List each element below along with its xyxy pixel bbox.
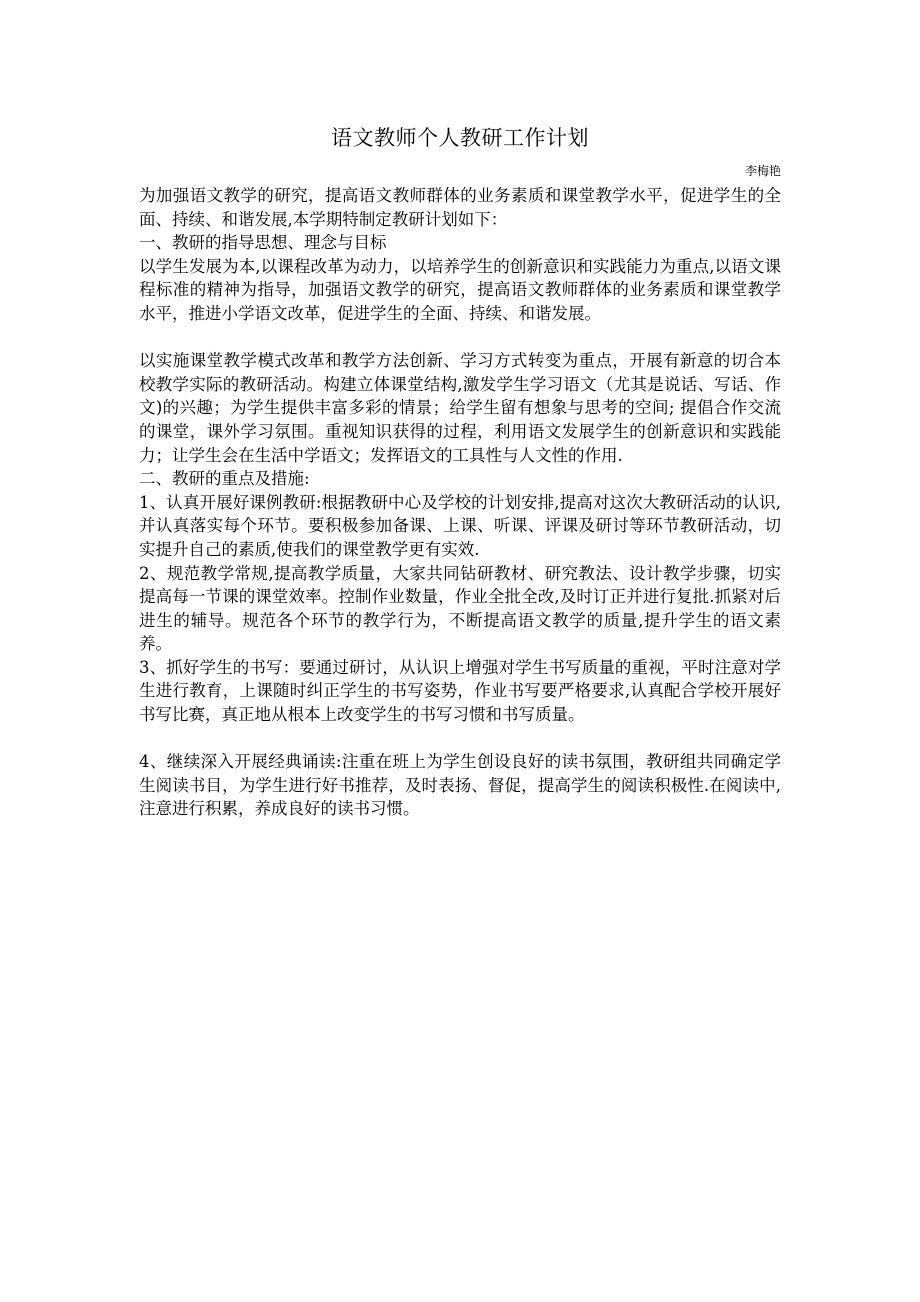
measure-item-2: 2、规范教学常规,提高教学质量，大家共同钻研教材、研究教法、设计教学步骤，切实提高每一节课的课堂效率。控制作业数量，作业全批全改,及时订正并进行复批.抓紧对后进生的辅导。规范各个环节的教学行为，不断提高语文教学的质量,提升学生的语文素养。 — [139, 563, 781, 654]
blank-line — [139, 326, 781, 350]
measure-item-1: 1、认真开展好课例教研:根据教研中心及学校的计划安排,提高对这次大教研活动的认识,并认真落实每个环节。要积极参加备课、上课、听课、评课及研讨等环节教研活动，切实提升自己的素质,使我们的课堂教学更有实效. — [139, 492, 781, 559]
document-body — [139, 184, 781, 821]
document-author: 李梅艳 — [744, 164, 781, 178]
section-heading-1: 一、教研的指导思想、理念与目标 — [139, 233, 387, 253]
guiding-thought-paragraph: 以学生发展为本,以课程改革为动力，以培养学生的创新意识和实践能力为重点,以语文课程标准的精神为指导，加强语文教学的研究，提高语文教师群体的业务素质和课堂教学水平，推进小学语文改革，促进学生的全面、持续、和谐发展。 — [139, 256, 781, 323]
document-title: 语文教师个人教研工作计划 — [331, 126, 589, 150]
measure-item-4: 4、继续深入开展经典诵读:注重在班上为学生创设良好的读书氛围，教研组共同确定学生阅读书目，为学生进行好书推荐，及时表扬、督促，提高学生的阅读积极性.在阅读中,注意进行积累，养成良好的读书习惯。 — [139, 752, 781, 819]
blank-line — [139, 727, 781, 751]
measure-item-3: 3、抓好学生的书写：要通过研讨，从认识上增强对学生书写质量的重视，平时注意对学生进行教育，上课随时纠正学生的书写姿势，作业书写要严格要求,认真配合学校开展好书写比赛，真正地从根本上改变学生的书写习惯和书写质量。 — [139, 657, 781, 725]
intro-paragraph: 为加强语文教学的研究，提高语文教师群体的业务素质和课堂教学水平，促进学生的全面、持续、和谐发展,本学期特制定教研计划如下： — [139, 186, 781, 229]
section-heading-2: 二、教研的重点及措施: — [139, 469, 310, 489]
reform-paragraph: 以实施课堂教学模式改革和教学方法创新、学习方式转变为重点，开展有新意的切合本校教学实际的教研活动。构建立体课堂结构,激发学生学习语文（尤其是说话、写话、作文)的兴趣；为学生提供丰富多彩的情景；给学生留有想象与思考的空间; 提倡合作交流的课堂，课外学习氛围。重视知识获得的过程，利用语文发展学生的创新意识和实践能力；让学生会在生活中学语文；发挥语文的工具性与人文性的作用. — [139, 351, 781, 465]
